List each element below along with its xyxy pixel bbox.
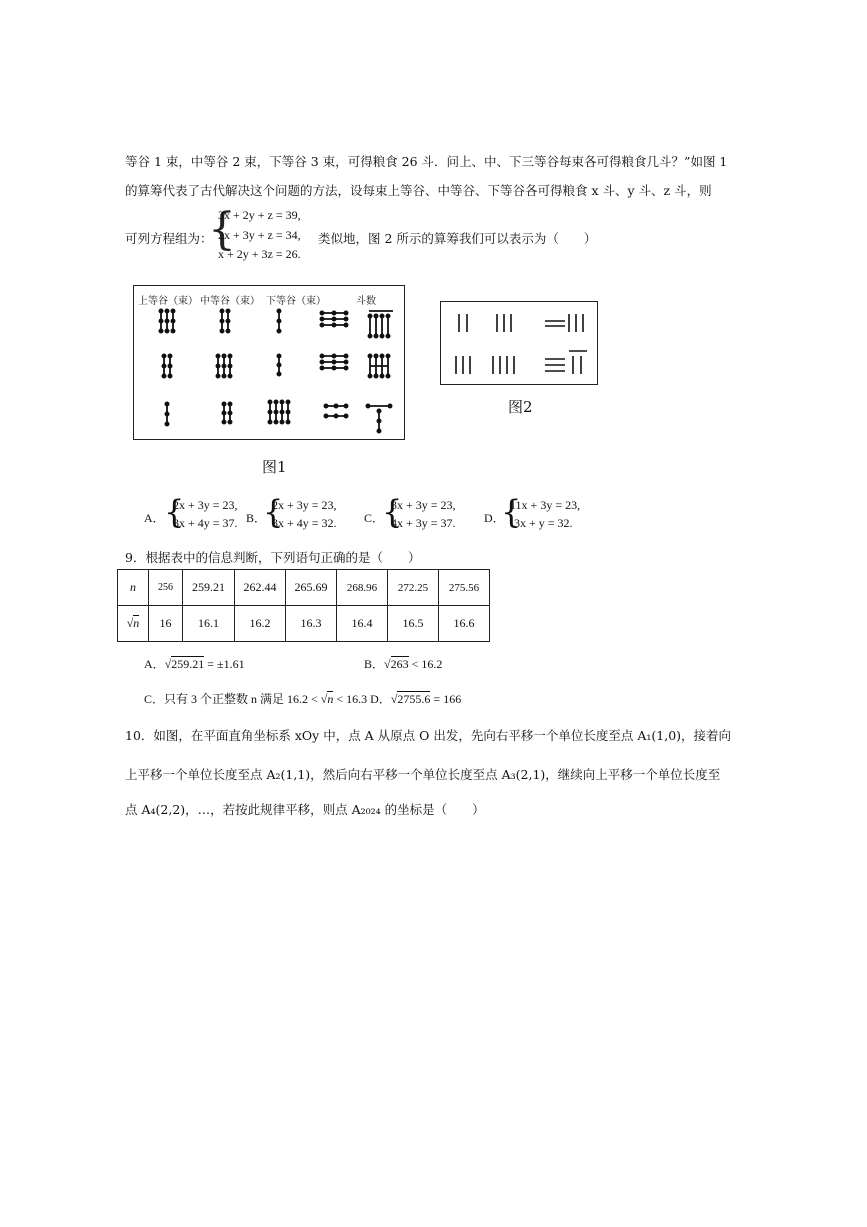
rod-r2c3 [277, 354, 280, 375]
table-cell: 16.1 [183, 606, 235, 642]
sqrt-n-radicand: n [133, 616, 140, 630]
q8-option-c-row-2: 4x + 3y = 37. [391, 516, 456, 530]
intro-line-1: 等谷 1 束，中等谷 2 束，下等谷 3 束，可得粮食 26 斗．问上、中、下三等谷每束各可得粮食几斗？”如图 1 [125, 154, 728, 169]
table-cell: 16.5 [388, 606, 439, 642]
q9-option-b-label: B． [364, 657, 385, 671]
q9-option-d-radicand: 2755.6 [397, 692, 431, 706]
table-cell: 16 [149, 606, 183, 642]
sqrt-symbol: √ [126, 616, 134, 630]
rod-r1c3 [277, 309, 280, 332]
q9-option-c-text: C．只有 3 个正整数 n 满足 16.2 < [144, 692, 318, 706]
system-row-2: 2x + 3y + z = 34, [218, 228, 301, 242]
q8-option-c-label: C． [364, 511, 385, 525]
figure-1-caption: 图1 [262, 458, 287, 476]
q9-option-a [144, 655, 245, 672]
rod-r3c1 [165, 402, 168, 425]
q8-option-a-row-2: 3x + 4y = 37. [173, 516, 238, 530]
brace-symbol: { [208, 204, 236, 255]
table-row [118, 570, 490, 606]
brace-symbol: { [501, 493, 522, 531]
system-row-3: x + 2y + 3z = 26. [218, 247, 301, 261]
n-symbol: n [130, 580, 136, 594]
q10-line-3: 点 A₄(2,2)，…，若按此规律平移，则点 A₂₀₂₄ 的坐标是（ ） [125, 802, 485, 817]
fig2-r2c1 [456, 356, 470, 374]
rod-r2c5 [368, 354, 389, 377]
fig1-rods-svg [134, 286, 404, 439]
table-header-sqrt-n [118, 606, 149, 642]
q8-option-b-label: B． [246, 511, 267, 525]
table-header-n [118, 570, 149, 606]
table-cell: 262.44 [235, 570, 286, 606]
q8-option-c [364, 493, 474, 532]
fig1-header-mid-grain: 中等谷（束） [200, 296, 260, 307]
q8-option-d-row-1: 11x + 3y = 23, [510, 498, 581, 512]
rod-r2c4 [320, 354, 347, 369]
table-cell: 268.96 [337, 570, 388, 606]
table-cell: 272.25 [388, 570, 439, 606]
q9-option-b [364, 655, 442, 672]
table-cell: 16.3 [286, 606, 337, 642]
sqrt-symbol: √ [390, 692, 398, 706]
sqrt-symbol: √ [320, 692, 328, 706]
fig2-r2c2 [493, 356, 514, 374]
sqrt-symbol: √ [164, 657, 172, 671]
table-cell: 256 [149, 570, 183, 606]
intro-line-3-prefix: 可列方程组为： [125, 231, 213, 246]
fig2-rods-svg [441, 302, 597, 384]
table-cell: 16.4 [337, 606, 388, 642]
q8-option-d-row-2: 3x + y = 32. [514, 516, 573, 530]
q8-option-b-row-1: 2x + 3y = 23, [272, 498, 337, 512]
figure-1-rod-diagram [133, 285, 405, 440]
rod-r2c1 [162, 354, 171, 377]
intro-line-3-suffix: 类似地，图 2 所示的算筹我们可以表示为（ ） [318, 231, 597, 246]
q9-option-c-radicand: n [327, 692, 334, 706]
q8-option-a-row-1: 2x + 3y = 23, [173, 498, 238, 512]
q9-option-c-rest: < 16.3 [336, 692, 368, 706]
q8-option-a-label: A． [144, 511, 165, 525]
brace-symbol: { [263, 493, 284, 531]
q8-option-b [246, 493, 356, 532]
table-row [118, 606, 490, 642]
sqrt-symbol: √ [384, 657, 391, 671]
fig1-header-top-grain: 上等谷（束） [138, 296, 198, 307]
q8-option-c-row-1: 3x + 3y = 23, [391, 498, 456, 512]
equation-system-intro [208, 206, 318, 260]
q8-option-d [484, 493, 594, 532]
q10-line-2: 上平移一个单位长度至点 A₂(1,1)，然后向右平移一个单位长度至点 A₃(2,1)，继续向上平移一个单位长度至 [125, 767, 721, 782]
q9-option-a-radicand: 259.21 [171, 657, 205, 671]
rod-r1c2 [220, 309, 229, 332]
fig2-r2c3 [545, 351, 587, 374]
rod-r1c5 [368, 311, 393, 338]
q9-option-a-label: A． [144, 657, 165, 671]
fig2-r1c2 [497, 314, 511, 332]
brace-symbol: { [382, 493, 403, 531]
q9-option-d-label: D． [370, 692, 391, 706]
intro-line-2: 的算筹代表了古代解决这个问题的方法，设每束上等谷、中等谷、下等谷各可得粮食 x 斗、y 斗、z 斗，则 [125, 183, 712, 198]
table-cell: 265.69 [286, 570, 337, 606]
q10-line-1: 10．如图，在平面直角坐标系 xOy 中，点 A 从原点 O 出发，先向右平移一个单位长度至点 A₁(1,0)，接着向 [125, 728, 732, 743]
table-cell: 16.2 [235, 606, 286, 642]
fig1-header-dou: 斗数 [356, 296, 376, 307]
rod-r2c2 [216, 354, 231, 377]
figure-2-rod-diagram [440, 301, 598, 385]
table-cell: 275.56 [439, 570, 490, 606]
q8-option-a [144, 493, 244, 532]
q8-option-d-label: D． [484, 511, 505, 525]
table-cell: 259.21 [183, 570, 235, 606]
q9-table [117, 569, 490, 642]
system-row-1: 3x + 2y + z = 39, [218, 208, 301, 222]
fig1-header-low-grain: 下等谷（束） [266, 296, 326, 307]
rod-r3c5 [366, 404, 391, 432]
q8-option-b-row-2: 3x + 4y = 32. [272, 516, 337, 530]
rod-r1c4 [320, 311, 347, 326]
q9-option-b-radicand: 263 [390, 657, 409, 671]
fig2-r1c1 [459, 314, 467, 332]
rod-r3c3 [268, 400, 289, 423]
table-cell: 16.6 [439, 606, 490, 642]
rod-r3c2 [222, 402, 231, 423]
q9-option-a-rest: = ±1.61 [204, 657, 245, 671]
rod-r1c1 [159, 309, 174, 332]
rod-r3c4 [324, 404, 347, 417]
q9-stem: 9．根据表中的信息判断，下列语句正确的是（ ） [125, 550, 421, 565]
figure-2-caption: 图2 [508, 398, 533, 416]
q9-option-b-rest: < 16.2 [408, 657, 443, 671]
q9-option-d-rest: = 166 [430, 692, 462, 706]
brace-symbol: { [164, 493, 185, 531]
q9-option-c [144, 690, 461, 707]
fig2-r1c3 [545, 314, 583, 332]
